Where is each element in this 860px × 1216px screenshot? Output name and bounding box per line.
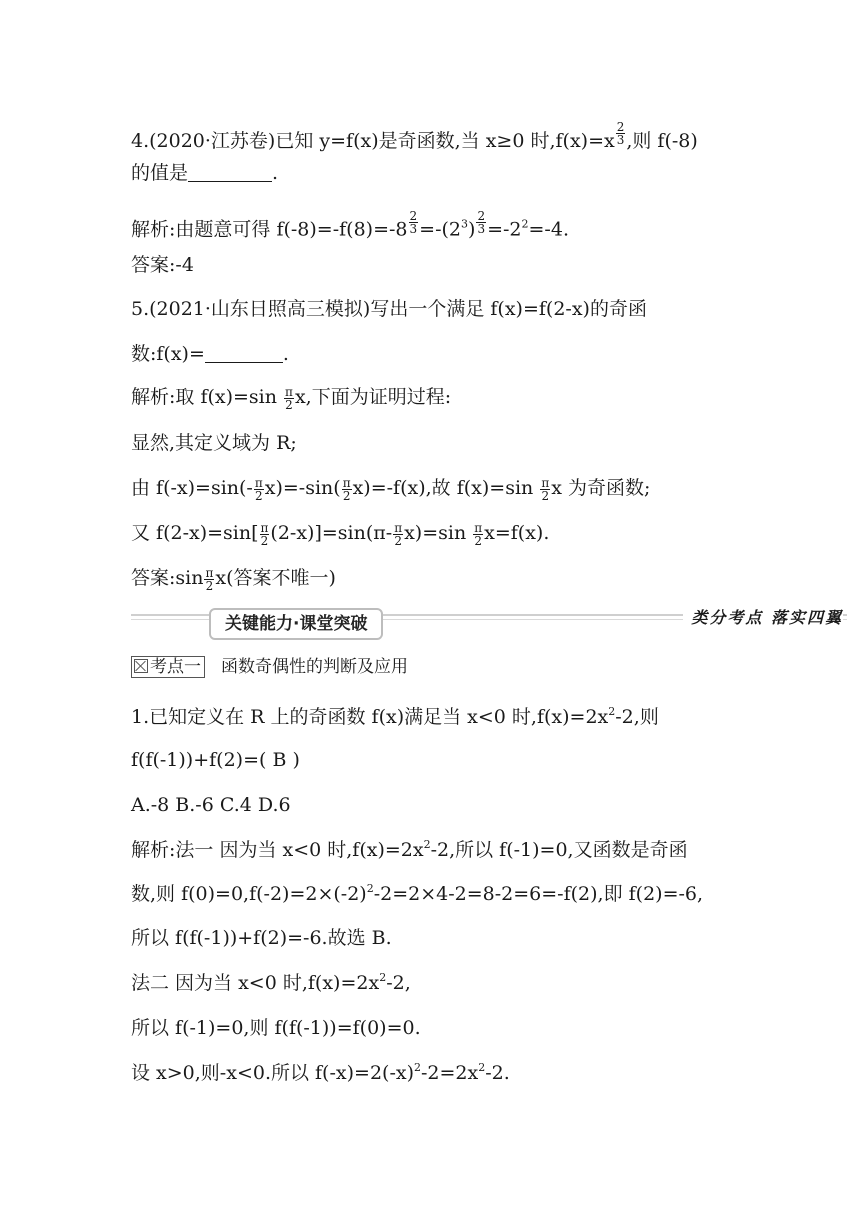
section-header	[131, 605, 847, 637]
p1-line2: f(f(-1))+f(2)=( B )	[131, 749, 300, 771]
q5-line2: 数:f(x)= .	[131, 343, 289, 365]
p1-options: A.-8 B.-6 C.4 D.6	[131, 794, 291, 816]
answer-blank	[188, 163, 272, 182]
p1-solution-2: 数,则 $f(0)=0,f(-2)=2\times(-2)^2-2=2\times 4-2=8-2=6=-f(2)$,即 f(2)=-6,	[131, 882, 704, 905]
q5-solution-4: 又 f(2-x)=sin[ $\frac{\pi}{2}$ (2-x)]=sin(π- $\frac{\pi}{2}$ x)=sin $\frac{\pi}{2}$ x=f(x).	[131, 520, 550, 548]
grid-icon	[134, 659, 148, 673]
q4-solution: 解析:由题意可得 f(-8)=-f(8)=-8 $^{\frac{2}{3}}$ $=-(2^3)$ $^{\frac{2}{3}}$ $=-2^2=-4$.	[131, 209, 569, 241]
section-title: 关键能力·课堂突破	[209, 608, 383, 640]
p1-line1: 1.已知定义在 R 上的奇函数 f(x)满足当 x<0 时$,f(x)=2x^2-2$,则	[131, 705, 659, 728]
p1-method2-1: 法二 因为当 x<0 时$,f(x)=2x^2-2$,	[131, 971, 411, 994]
q5-line1: 5.(2021·山东日照高三模拟)写出一个满足 f(x)=f(2-x)的奇函	[131, 298, 647, 320]
q5-answer: 答案:sin $\frac{\pi}{2}$ x(答案不唯一)	[131, 565, 336, 593]
topic-badge: 考点一	[131, 656, 205, 678]
q4-line2: 的值是 .	[131, 162, 279, 184]
q4-answer: 答案:-4	[131, 254, 194, 276]
q5-solution-1: 解析:取 f(x)=sin $\frac{\pi}{2}$ x,下面为证明过程:	[131, 384, 452, 412]
p1-method2-3: 设 x>0,则-x<0.所以 $f(-x)=2(-x)^2-2=2x^2-2$.	[131, 1061, 510, 1084]
q4-line1: 4.(2020·江苏卷)已知 y=f(x)是奇函数,当 x≥0 时,f(x)=x $^{\frac{2}{3}}$ ,则 f(-8)	[131, 120, 698, 152]
topic-heading	[131, 656, 408, 678]
section-slogan: 类分考点 落实四翼	[683, 605, 843, 631]
answer-blank	[205, 344, 283, 363]
p1-solution-1: 解析:法一 因为当 x<0 时$,f(x)=2x^2-2$,所以 f(-1)=0,又函数是奇函	[131, 838, 688, 861]
topic-title: 函数奇偶性的判断及应用	[221, 657, 408, 677]
exponent-fraction: 2 3	[616, 120, 625, 147]
p1-method2-2: 所以 f(-1)=0,则 f(f(-1))=f(0)=0.	[131, 1017, 421, 1039]
q5-solution-2: 显然,其定义域为 R;	[131, 432, 297, 454]
q5-solution-3: 由 f(-x)=sin(- $\frac{\pi}{2}$ x)=-sin( $\frac{\pi}{2}$ x)=-f(x),故 f(x)=sin $\frac{\pi}{2}$ x 为奇函数;	[131, 475, 651, 503]
p1-solution-3: 所以 f(f(-1))+f(2)=-6.故选 B.	[131, 927, 392, 949]
